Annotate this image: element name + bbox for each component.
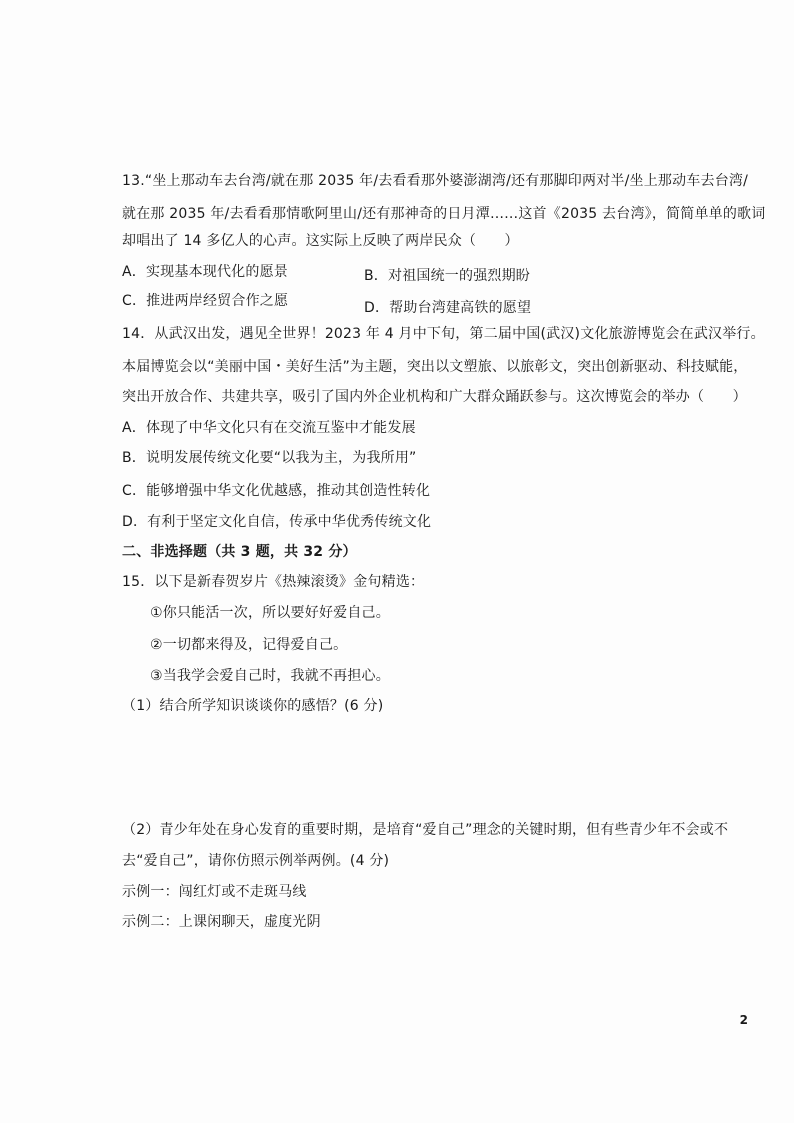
q15-subquestion-2-line-1: （2）青少年处在身心发育的重要时期，是培育“爱自己”理念的关键时期，但有些青少年不会或不 xyxy=(122,822,729,838)
q13-option-d: D．帮助台湾建高铁的愿望 xyxy=(364,300,532,316)
q13-stem-line-3: 却唱出了 14 多亿人的心声。这实际上反映了两岸民众（ ） xyxy=(122,233,519,249)
q14-option-c: C．能够增强中华文化优越感，推动其创造性转化 xyxy=(122,483,431,499)
q13-option-b: B．对祖国统一的强烈期盼 xyxy=(364,268,531,284)
q13-option-a: A．实现基本现代化的愿景 xyxy=(122,264,288,280)
q15-quote-2: ②一切都来得及，记得爱自己。 xyxy=(150,637,348,653)
q15-quote-1: ①你只能活一次，所以要好好爱自己。 xyxy=(150,605,390,621)
q14-stem-line-2: 本届博览会以“美丽中国・美好生活”为主题，突出以文塑旅、以旅彰文，突出创新驱动、科技赋能， xyxy=(122,359,748,375)
q15-subquestion-2-line-2: 去“爱自己”，请你仿照示例举两例。(4 分) xyxy=(122,853,390,869)
q14-option-d: D．有利于坚定文化自信，传承中华优秀传统文化 xyxy=(122,514,432,530)
q13-stem-line-2: 就在那 2035 年/去看看那情歌阿里山/还有那神奇的日月潭……这首《2035 去台湾》，简简单单的歌词 xyxy=(122,206,766,222)
q14-option-b: B．说明发展传统文化要“以我为主，为我所用” xyxy=(122,450,417,466)
q13-stem-line-1: 13.“坐上那动车去台湾/就在那 2035 年/去看看那外婆澎湖湾/还有那脚印两对半/坐上那动车去台湾/ xyxy=(122,173,749,189)
q14-stem-line-1: 14．从武汉出发，遇见全世界！2023 年 4 月中下旬，第二届中国(武汉)文化旅游博览会在武汉举行。 xyxy=(122,326,765,342)
q15-example-2: 示例二：上课闲聊天，虚度光阴 xyxy=(122,914,321,930)
q14-stem-line-3: 突出开放合作、共建共享，吸引了国内外企业机构和广大群众踊跃参与。这次博览会的举办（ ） xyxy=(122,389,747,405)
q14-option-a: A．体现了中华文化只有在交流互鉴中才能发展 xyxy=(122,420,416,436)
q15-quote-3: ③当我学会爱自己时，我就不再担心。 xyxy=(150,668,390,684)
q15-subquestion-1: （1）结合所学知识谈谈你的感悟？(6 分) xyxy=(122,698,384,714)
q15-example-1: 示例一：闯红灯或不走斑马线 xyxy=(122,884,307,900)
q13-option-c: C．推进两岸经贸合作之愿 xyxy=(122,293,289,309)
q15-intro: 15．以下是新春贺岁片《热辣滚烫》金句精选： xyxy=(122,574,425,590)
section-title: 二、非选择题（共 3 题，共 32 分） xyxy=(122,544,357,560)
page-number: 2 xyxy=(739,1013,748,1027)
